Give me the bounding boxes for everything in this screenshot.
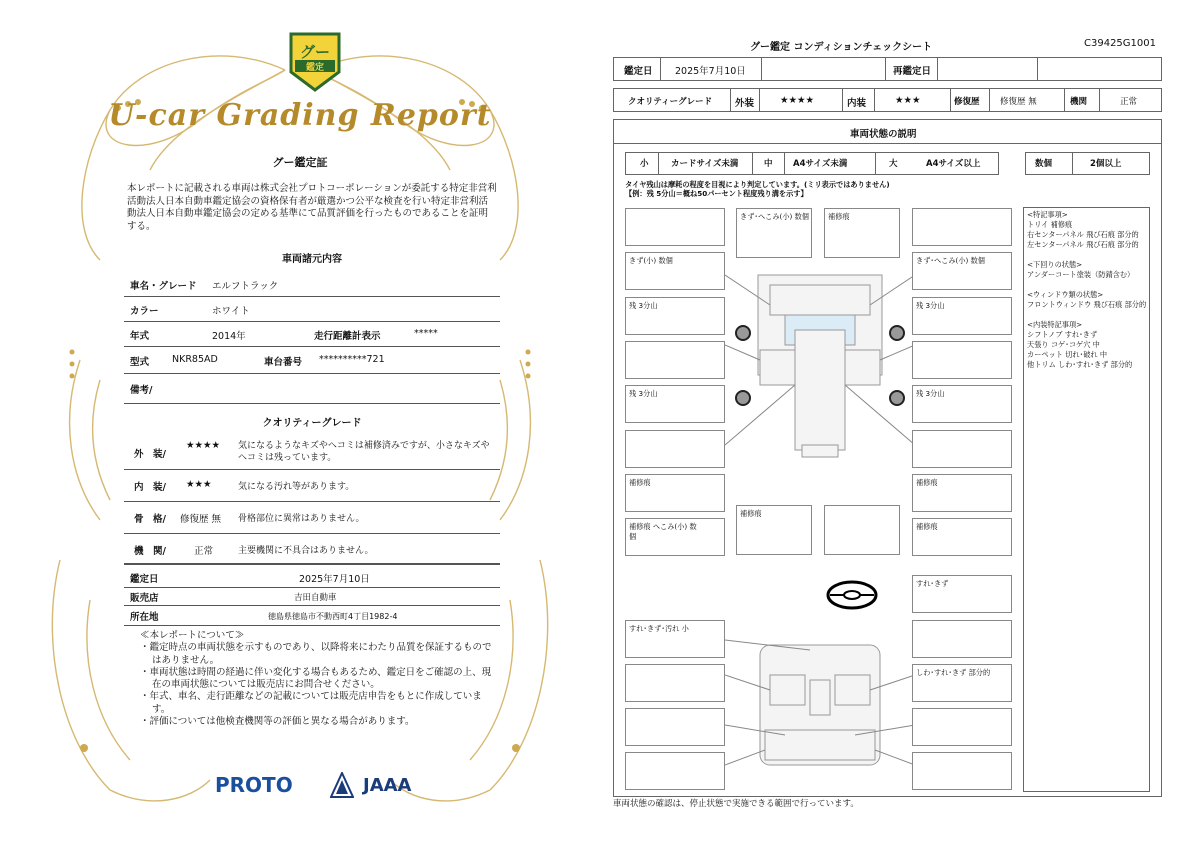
report-notes [140,630,495,728]
diagram-box: きず･へこみ(小) 数個 [912,252,1012,290]
note-item: ・評価については他検査機関等の評価と異なる場合があります。 [140,716,415,728]
diagram-box: すれ･きず･汚れ 小 [625,620,725,658]
truck-top-view-diagram [725,265,915,465]
info-row-date [124,564,500,588]
model-label: 型式 [130,357,150,368]
mileage-label: 走行距離計表示 [314,331,381,342]
remarks-label: 備考/ [130,385,153,396]
note-line: <ウィンドウ類の状態> [1027,290,1104,299]
diagram-box [912,208,1012,246]
note-line: 右センターパネル 飛び石痕 部分的 [1027,230,1139,239]
diagram-box [625,752,725,790]
name-label: 車名・グレード [130,281,197,292]
diagram-box [912,752,1012,790]
color-value: ホワイト [212,306,250,317]
color-label: カラー [130,306,159,317]
size-small: 小 [640,159,649,169]
note-line: <特記事項> [1027,210,1068,219]
exterior-label: 外装 [735,98,755,109]
note-line: カーペット 切れ･破れ 中 [1027,350,1108,359]
grade-row-exterior [124,432,500,470]
diagram-box [625,430,725,468]
diagram-box: 残 3分山 [912,297,1012,335]
note-line: フロントウィンドウ 飛び石痕 部分的 [1027,300,1147,309]
size-small-desc: カードサイズ未満 [671,159,739,169]
diagram-box [912,341,1012,379]
notes-title: ≪本レポートについて≫ [140,630,245,641]
special-notes [1027,210,1147,370]
year-label: 年式 [130,331,150,342]
diagram-box: 補修痕 へこみ(小) 数個 [625,518,725,556]
grade-desc: 主要機関に不具合はありません。 [238,546,374,556]
note-line: <内装特記事項> [1027,320,1083,329]
bottom-note: 車両状態の確認は、停止状態で実施できる範囲で行っています。 [613,799,859,809]
diagram-box: しわ･すれ･きず 部分的 [912,664,1012,702]
size-large: 大 [889,159,898,169]
sheet-title: グー鑑定 コンディションチェックシート [750,42,933,53]
diagram-box: 残 3分山 [625,385,725,423]
note-line: トリイ 補修痕 [1027,220,1073,229]
sheet-date-label: 鑑定日 [624,66,653,77]
certificate-intro: 本レポートに記載される車両は株式会社プロトコーポレーションが委託する特定非営利活動法人日本自動車鑑定協会の資格保有者が厳選かつ公平な検査を行い特定非営利活動法人日本自動車鑑定協会の定める基準にて品質評価を行ったものであることを証明する。 [127,183,497,232]
date-label: 鑑定日 [130,574,159,585]
grade-row-engine [124,534,500,564]
size-medium-desc: A4サイズ未満 [793,159,848,169]
size-medium: 中 [764,159,773,169]
dealer-value: 吉田自動車 [294,593,337,603]
dealer-label: 販売店 [130,593,159,604]
jaaa-emblem-icon [330,772,354,798]
address-value: 徳島県徳島市不動西町4丁目1982-4 [268,612,398,621]
diagram-box [912,620,1012,658]
grade-row-interior [124,470,500,502]
note-line: アンダーコート塗装（防錆含む） [1027,270,1135,279]
grade-row-frame [124,502,500,534]
grade-value: 正常 [194,546,214,557]
note-line [1027,250,1147,260]
year-value: 2014年 [212,331,246,342]
size-count: 数個 [1035,159,1053,169]
report-script-title: U-car Grading Report [108,98,492,133]
grade-value: ★★★★ [186,440,221,451]
diagram-box: すれ･きず [912,575,1012,613]
diagram-box: 補修痕 [824,208,900,258]
model-value: NKR85AD [172,354,218,365]
engine-label: 機関 [1070,97,1088,107]
grade-desc: 気になるようなキズやヘコミは補修済みですが、小さなキズやヘコミは残っています。 [238,441,490,463]
grade-label: 内 装/ [134,482,166,493]
grade-value: ★★★ [186,479,212,490]
quality-label: クオリティーグレード [628,97,713,107]
diagram-box: きず(小) 数個 [625,252,725,290]
diagram-box [824,505,900,555]
proto-logo: PROTO [215,773,293,797]
certificate-heading: グー鑑定証 [272,156,328,169]
reinspect-label: 再鑑定日 [893,66,932,77]
note-item: ・鑑定時点の車両状態を示すものであり、以降将来にわたり品質を保証するものではありません。 [140,642,492,666]
date-value: 2025年7月10日 [299,574,370,585]
tire-note-2: 【例：残 5分山＝概ね50パーセント程度残り溝を示す】 [625,189,808,198]
grade-label: 外 装/ [134,449,166,460]
diagram-box: 補修痕 [736,505,812,555]
engine-value: 正常 [1120,97,1138,107]
grade-desc: 気になる汚れ等があります。 [238,482,355,492]
diagram-box: 残 3分山 [625,297,725,335]
interior-label: 内装 [847,98,867,109]
grade-label: 骨 格/ [134,514,166,525]
size-large-desc: A4サイズ以上 [926,159,981,169]
goo-kantei-badge-icon [287,30,343,94]
steering-wheel-icon [826,580,878,610]
sheet-date-value: 2025年7月10日 [675,66,746,77]
diagram-box: 補修痕 [625,474,725,512]
spec-row-name [124,271,500,297]
spec-row-color [124,297,500,322]
repair-value: 修復歴 無 [1000,97,1037,107]
tire-note-1: タイヤ残山は摩耗の程度を目視により判定しています。(ミリ表示ではありません) [625,180,890,189]
note-item: ・年式、車名、走行距離などの記載については販売店申告をもとに作成しています。 [140,691,482,715]
condition-title: 車両状態の説明 [850,129,917,140]
info-row-address [124,606,500,626]
spec-row-remarks [124,374,500,404]
quality-section-title: クオリティーグレード [262,418,362,429]
diagram-box [625,664,725,702]
name-value: エルフトラック [212,281,279,292]
sheet-code: C39425G1001 [1084,38,1156,49]
jaaa-logo: JAAA [363,775,412,796]
repair-label: 修復歴 [954,97,980,107]
diagram-box [912,430,1012,468]
note-line: 左センターパネル 飛び石痕 部分的 [1027,240,1139,249]
note-line: 天張り コゲ･コゲ穴 中 [1027,340,1100,349]
interior-seat-diagram [725,635,915,780]
note-line: シフトノブ すれ･きず [1027,330,1098,339]
note-item: ・車両状態は時間の経過に伴い変化する場合もあるため、鑑定日をご確認の上、現在の車両状態については販売店にお問合せください。 [140,666,492,691]
footer-logos [215,770,415,800]
info-row-dealer [124,588,500,606]
exterior-value: ★★★★ [780,95,815,106]
size-count-desc: 2個以上 [1090,159,1122,169]
spec-section-title: 車両諸元内容 [282,254,342,265]
chassis-value: **********721 [319,354,385,365]
diagram-box [625,341,725,379]
spec-row-model [124,347,500,374]
diagram-box: 残 3分山 [912,385,1012,423]
svg-text:グー: グー [299,43,331,61]
diagram-box [625,208,725,246]
diagram-box: 補修痕 [912,518,1012,556]
diagram-box [625,708,725,746]
grade-value: 修復歴 無 [180,514,222,525]
mileage-value: ***** [414,328,438,339]
diagram-box: 補修痕 [912,474,1012,512]
address-label: 所在地 [130,612,159,623]
chassis-label: 車台番号 [264,357,303,368]
svg-text:鑑定: 鑑定 [305,63,325,73]
note-line [1027,280,1147,290]
grade-label: 機 関/ [134,546,166,557]
diagram-box [912,708,1012,746]
note-line [1027,310,1147,320]
note-line: <下回りの状態> [1027,260,1083,269]
note-line: 他トリム しわ･すれ･きず 部分的 [1027,360,1133,369]
diagram-box: きず･へこみ(小) 数個 [736,208,812,258]
grade-desc: 骨格部位に異常はありません。 [238,514,365,524]
spec-row-year [124,322,500,347]
interior-value: ★★★ [895,95,921,106]
